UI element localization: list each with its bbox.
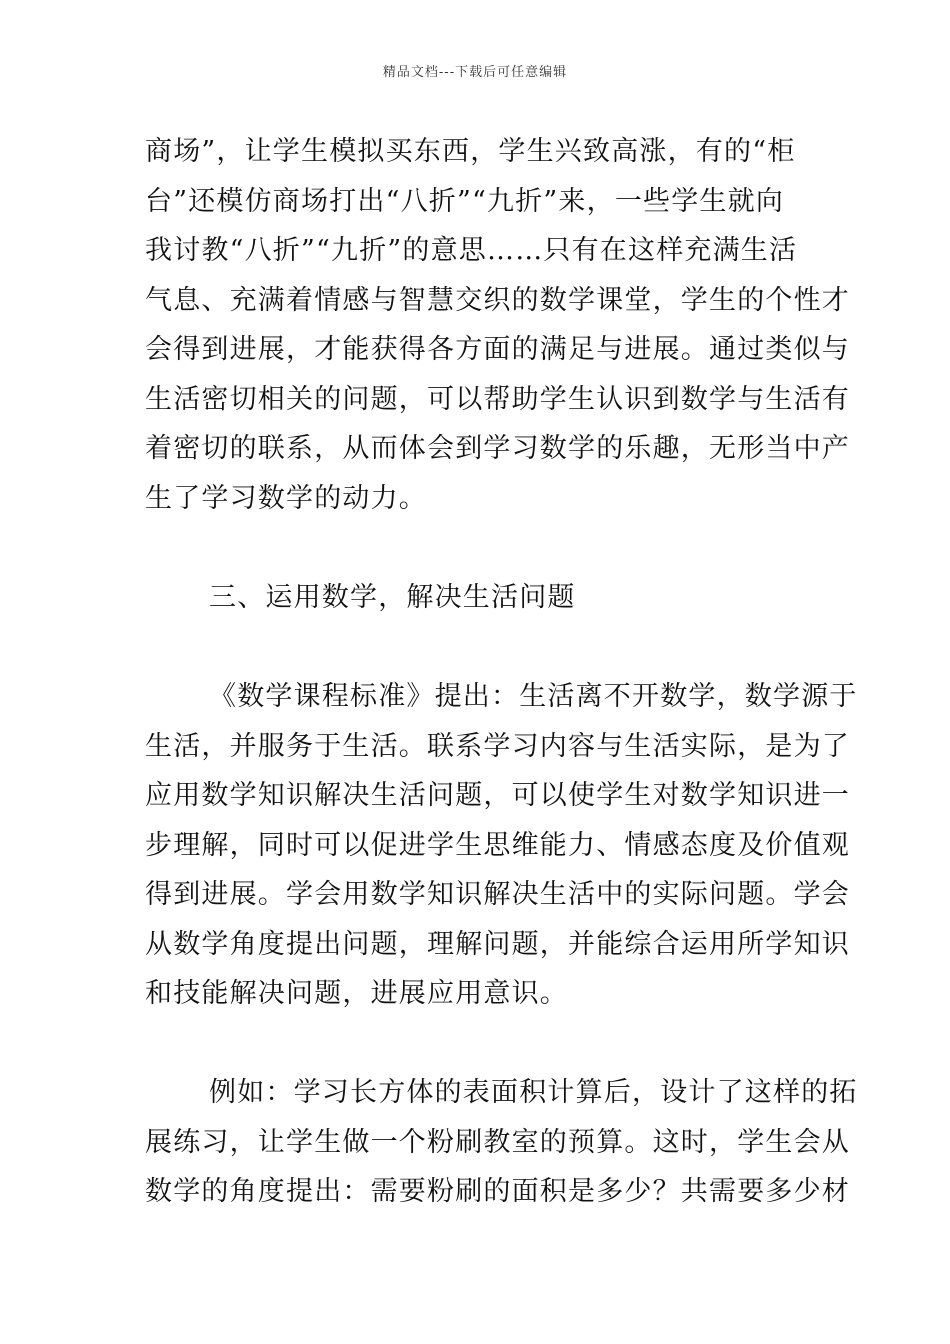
text-line: 数学的角度提出：需要粉刷的面积是多少？共需要多少材 xyxy=(145,1176,850,1207)
section-heading-text: 三、运用数学，解决生活问题 xyxy=(209,582,576,613)
text-line: 和技能解决问题，进展应用意识。 xyxy=(145,978,568,1009)
paragraph-curriculum-standard xyxy=(145,672,858,1019)
text-line: 生了学习数学的动力。 xyxy=(145,482,427,514)
page-header: 精品文档---下载后可任意编辑 xyxy=(382,65,568,80)
text-line: 应用数学知识解决生活问题，可以使学生对数学知识进一 xyxy=(145,780,850,811)
paragraph-shopping-example xyxy=(145,127,850,523)
text-line: 我讨教“八折”“九折”的意思……只有在这样充满生活 xyxy=(145,235,798,266)
text-line: 着密切的联系，从而体会到学习数学的乐趣，无形当中产 xyxy=(145,433,850,464)
section-heading xyxy=(145,573,805,623)
text-line: 生活，并服务于生活。联系学习内容与生活实际，是为了 xyxy=(145,730,850,762)
text-line: 展练习，让学生做一个粉刷教室的预算。这时，学生会从 xyxy=(145,1126,850,1158)
text-line: 气息、充满着情感与智慧交织的数学课堂，学生的个性才 xyxy=(145,284,850,316)
text-line: 得到进展。学会用数学知识解决生活中的实际问题。学会 xyxy=(145,879,850,910)
text-line: 例如：学习长方体的表面积计算后，设计了这样的拓 xyxy=(209,1077,858,1108)
text-line: 台”还模仿商场打出“八折”“九折”来，一些学生就向 xyxy=(145,185,785,217)
paragraph-example xyxy=(145,1068,858,1217)
text-line: 从数学角度提出问题，理解问题，并能综合运用所学知识 xyxy=(145,928,850,960)
text-line: 商场”，让学生模拟买东西，学生兴致高涨，有的“柜 xyxy=(145,136,796,167)
text-line: 会得到进展，才能获得各方面的满足与进展。通过类似与 xyxy=(145,334,850,365)
text-line: 《数学课程标准》提出：生活离不开数学，数学源于 xyxy=(209,681,858,712)
text-line: 步理解，同时可以促进学生思维能力、情感态度及价值观 xyxy=(145,829,850,861)
text-line: 生活密切相关的问题，可以帮助学生认识到数学与生活有 xyxy=(145,383,850,415)
